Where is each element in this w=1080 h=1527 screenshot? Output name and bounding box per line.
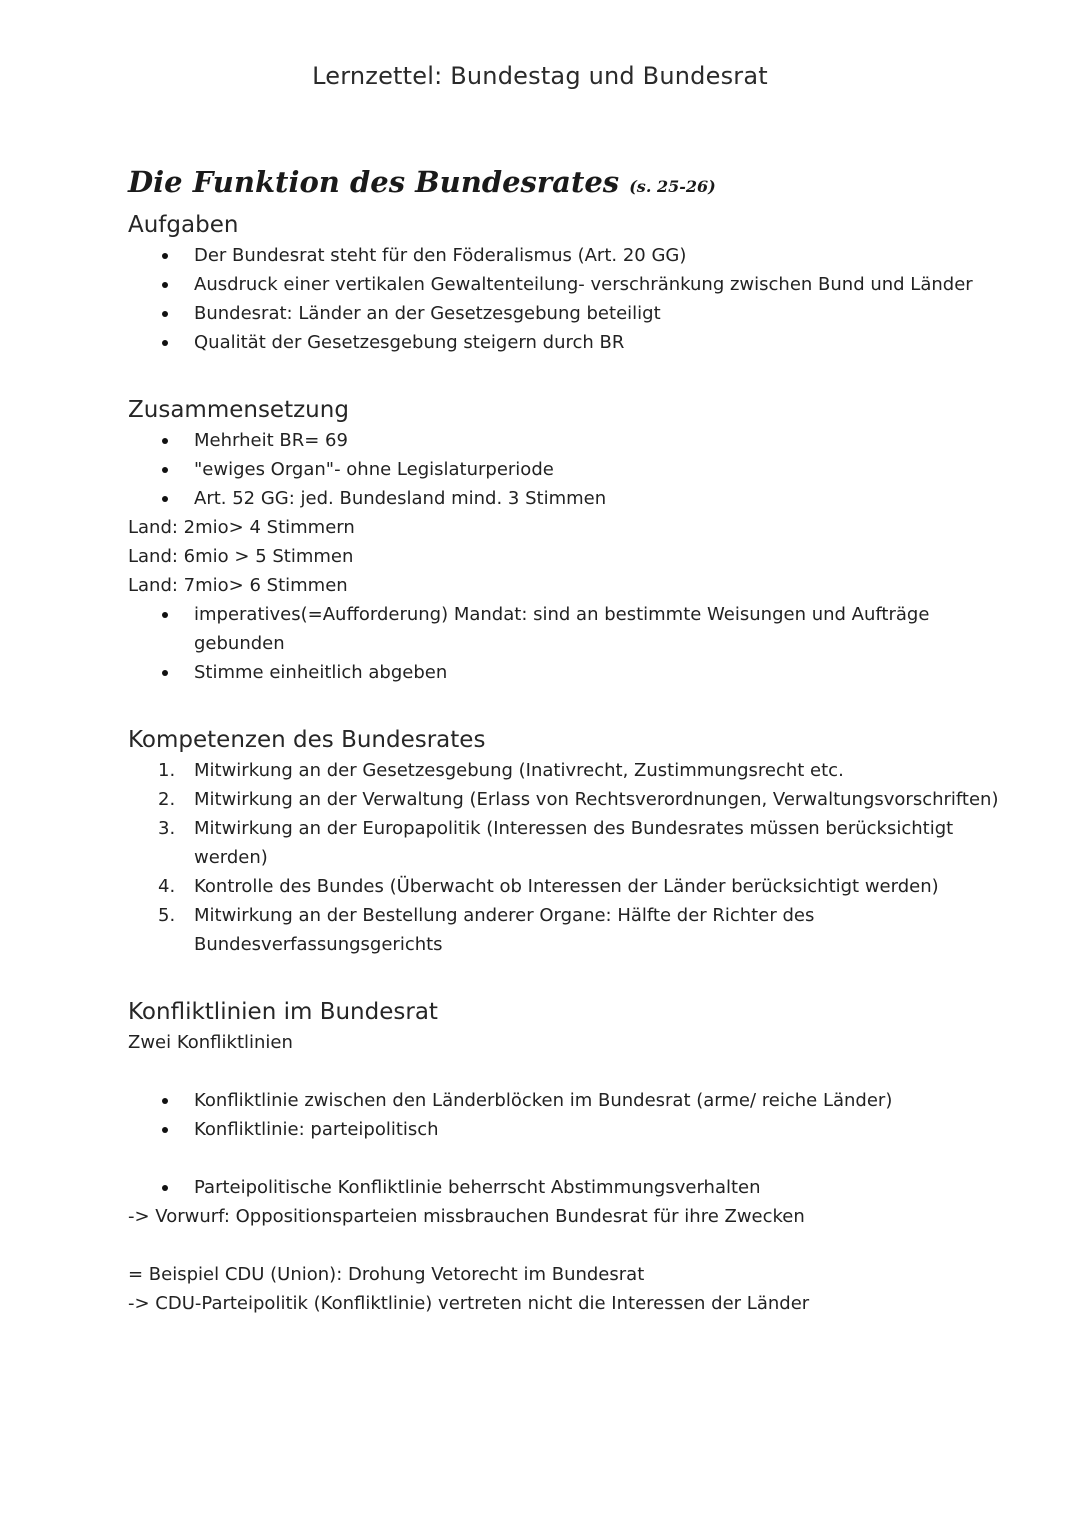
item-number: 1. xyxy=(158,760,176,781)
list-item: Bundesrat: Länder an der Gesetzesgebung beteiligt xyxy=(128,299,1008,328)
list-item: Stimme einheitlich abgeben xyxy=(128,658,1008,687)
aufgaben-list xyxy=(128,241,1008,357)
kompetenzen-list xyxy=(128,756,1008,959)
section-heading-kompetenzen: Kompetenzen des Bundesrates xyxy=(128,727,486,753)
list-item: "ewiges Organ"- ohne Legislaturperiode xyxy=(128,455,1008,484)
list-item: Konfliktlinie zwischen den Länderblöcken im Bundesrat (arme/ reiche Länder) xyxy=(128,1086,1008,1115)
document-content xyxy=(128,160,1008,1318)
konfliktlinien-subheading: Zwei Konfliktlinien xyxy=(128,1032,293,1053)
zusammensetzung-list-2 xyxy=(128,600,1008,687)
numbered-item xyxy=(128,814,1008,872)
main-heading-text: Die Funktion des Bundesrates xyxy=(128,165,620,199)
item-number: 4. xyxy=(158,876,176,897)
list-item: Der Bundesrat steht für den Föderalismus (Art. 20 GG) xyxy=(128,241,1008,270)
section-heading-zusammensetzung: Zusammensetzung xyxy=(128,397,349,423)
item-text: Mitwirkung an der Verwaltung (Erlass von Rechtsverordnungen, Verwaltungsvorschriften) xyxy=(194,789,999,810)
item-text: Kontrolle des Bundes (Überwacht ob Interessen der Länder berücksichtigt werden) xyxy=(194,876,939,897)
list-item: Ausdruck einer vertikalen Gewaltenteilung- verschränkung zwischen Bund und Länder xyxy=(128,270,1008,299)
list-item: Mehrheit BR= 69 xyxy=(128,426,1008,455)
list-item: imperatives(=Aufforderung) Mandat: sind an bestimmte Weisungen und Aufträge gebunden xyxy=(128,600,1008,658)
beispiel-line: = Beispiel CDU (Union): Drohung Vetorecht im Bundesrat xyxy=(128,1264,645,1285)
land-line: Land: 6mio > 5 Stimmen xyxy=(128,546,354,567)
list-item: Parteipolitische Konfliktlinie beherrscht Abstimmungsverhalten xyxy=(128,1173,1008,1202)
numbered-item xyxy=(128,901,1008,959)
list-item: Art. 52 GG: jed. Bundesland mind. 3 Stimmen xyxy=(128,484,1008,513)
konfliktlinien-list-2 xyxy=(128,1173,1008,1202)
numbered-item xyxy=(128,756,1008,785)
konfliktlinien-list xyxy=(128,1086,1008,1144)
land-line: Land: 7mio> 6 Stimmen xyxy=(128,575,348,596)
document-title: Lernzettel: Bundestag und Bundesrat xyxy=(312,62,768,90)
numbered-item xyxy=(128,872,1008,901)
section-heading-konfliktlinien: Konfliktlinien im Bundesrat xyxy=(128,999,438,1025)
item-number: 5. xyxy=(158,905,176,926)
list-item: Qualität der Gesetzesgebung steigern durch BR xyxy=(128,328,1008,357)
item-number: 3. xyxy=(158,818,176,839)
main-heading xyxy=(128,160,1008,209)
section-aufgaben xyxy=(128,209,1008,357)
item-text: Mitwirkung an der Europapolitik (Interessen des Bundesrates müssen berücksichtigt werden) xyxy=(194,818,954,868)
land-line: Land: 2mio> 4 Stimmern xyxy=(128,517,355,538)
item-text: Mitwirkung an der Bestellung anderer Organe: Hälfte der Richter des Bundesverfassungsgerichts xyxy=(194,905,815,955)
vorwurf-line: -> Vorwurf: Oppositionsparteien missbrauchen Bundesrat für ihre Zwecken xyxy=(128,1206,805,1227)
beispiel-folge-line: -> CDU-Parteipolitik (Konfliktlinie) vertreten nicht die Interessen der Länder xyxy=(128,1293,810,1314)
page-reference: (s. 25-26) xyxy=(629,177,716,196)
section-kompetenzen xyxy=(128,724,1008,959)
item-number: 2. xyxy=(158,789,176,810)
item-text: Mitwirkung an der Gesetzesgebung (Inativrecht, Zustimmungsrecht etc. xyxy=(194,760,844,781)
list-item: Konfliktlinie: parteipolitisch xyxy=(128,1115,1008,1144)
section-zusammensetzung xyxy=(128,394,1008,687)
numbered-item xyxy=(128,785,1008,814)
section-konfliktlinien xyxy=(128,996,1008,1318)
zusammensetzung-list xyxy=(128,426,1008,513)
section-heading-aufgaben: Aufgaben xyxy=(128,212,239,238)
